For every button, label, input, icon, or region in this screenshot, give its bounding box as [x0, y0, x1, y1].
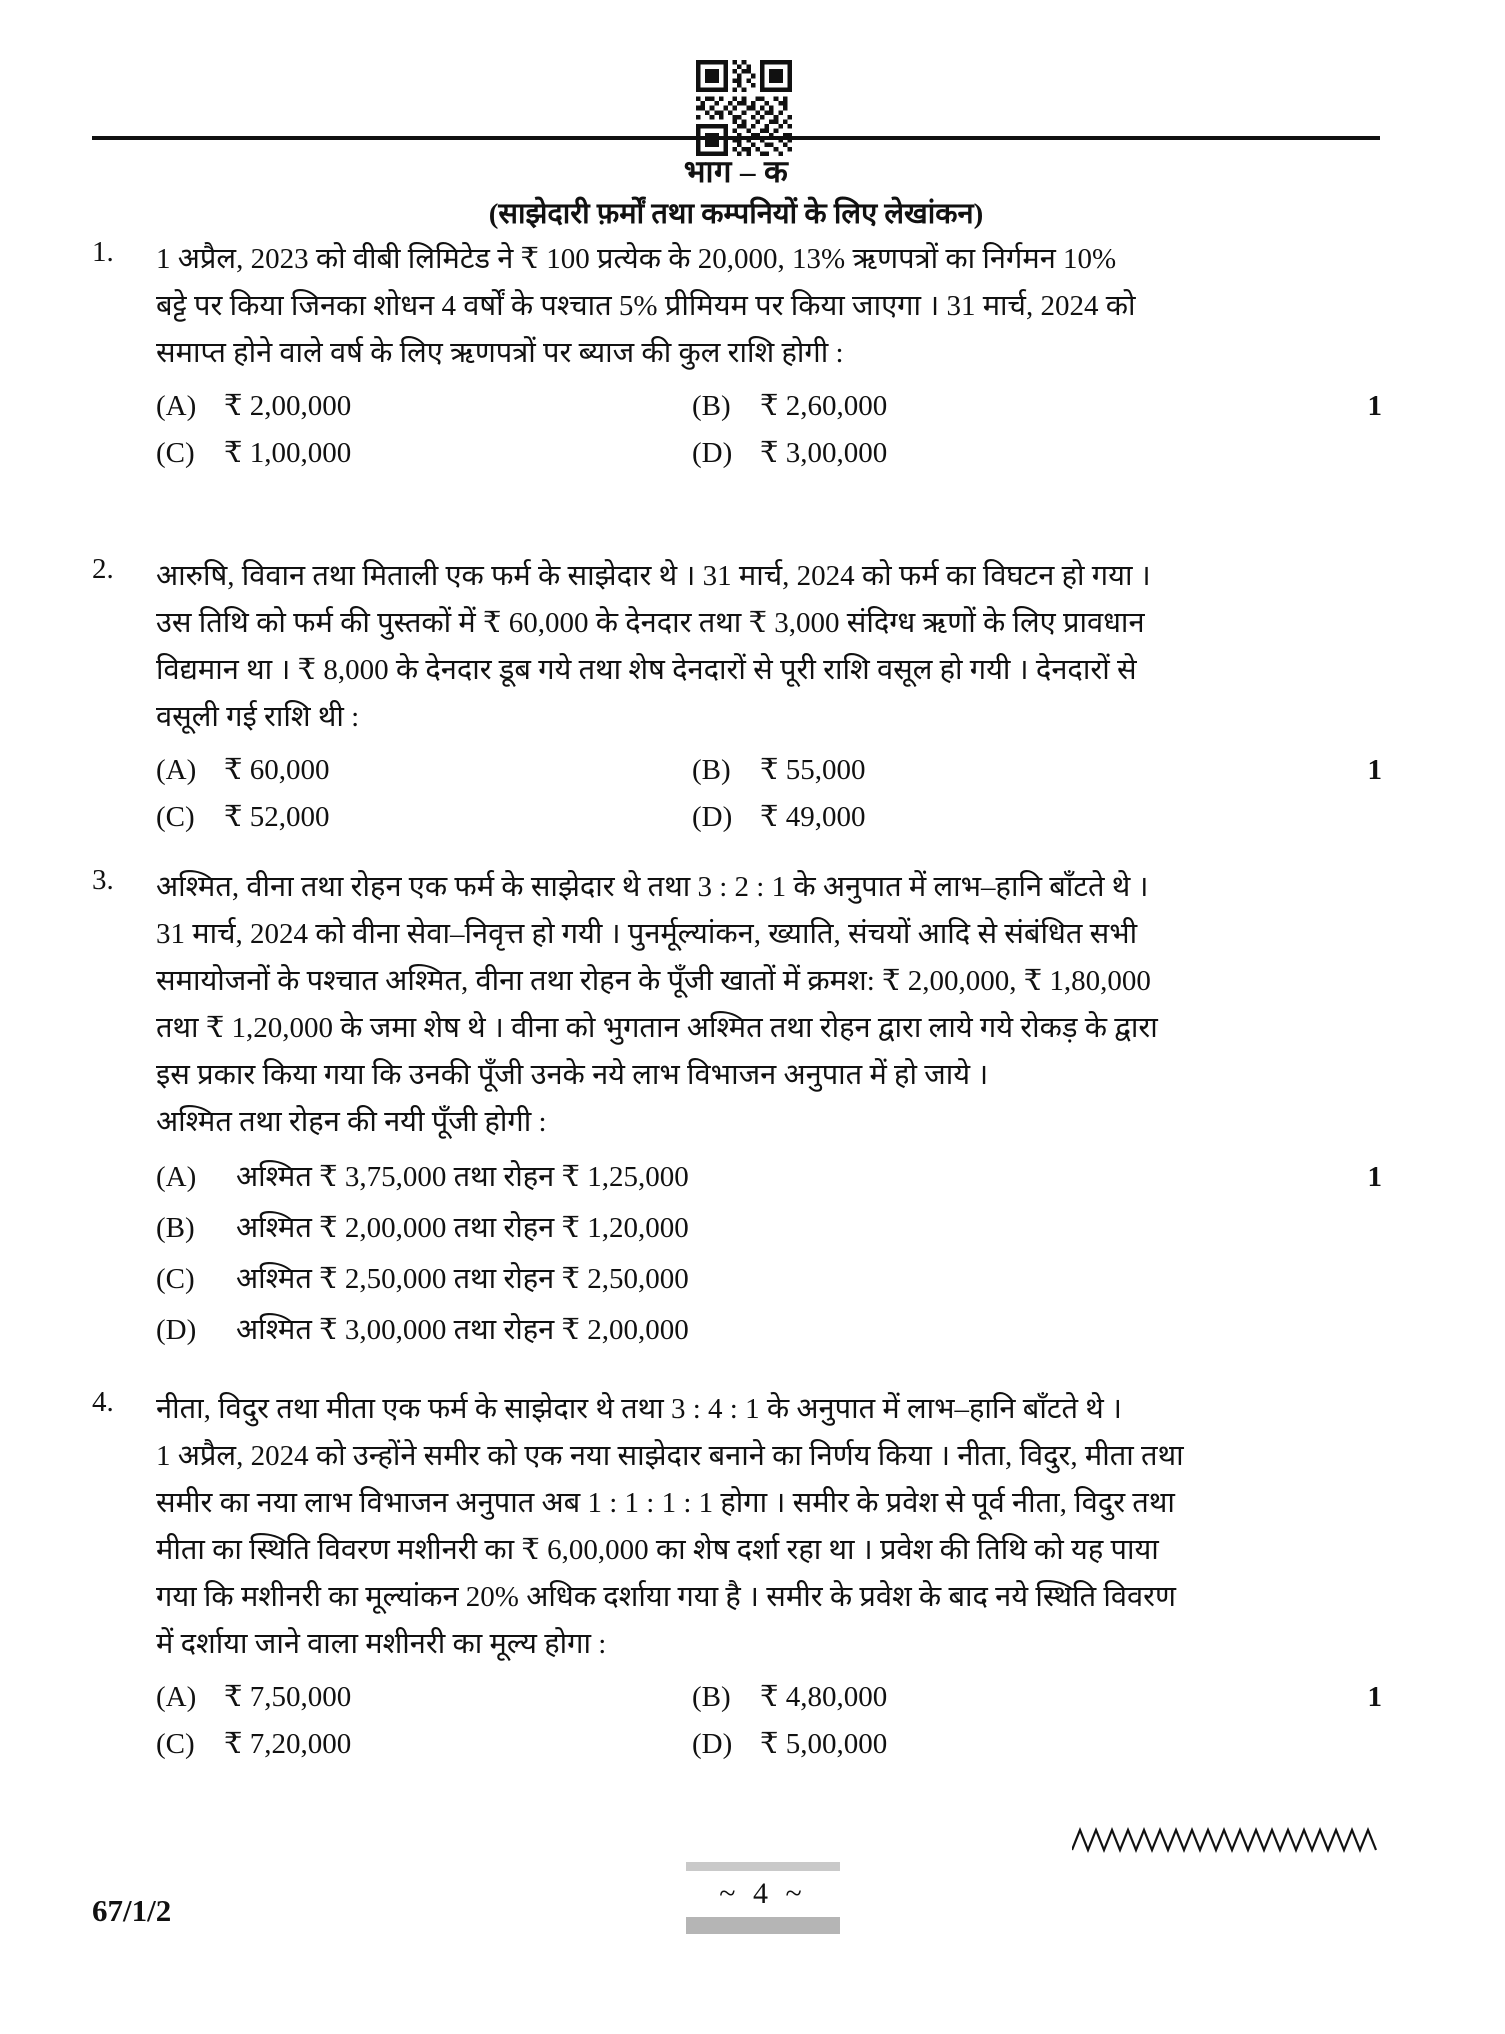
option-b-text: अश्मित ₹ 2,00,000 तथा रोहन ₹ 1,20,000 [236, 1212, 689, 1244]
question-1-line: 1 अप्रैल, 2023 को वीबी लिमिटेड ने ₹ 100 प्रत्येक के 20,000, 13% ऋणपत्रों का निर्गमन 10% [156, 243, 1117, 275]
question-3-number: 3. [92, 864, 114, 896]
option-b-text: ₹ 2,60,000 [760, 390, 888, 422]
question-3-marks: 1 [1367, 1161, 1382, 1193]
option-a-text: ₹ 60,000 [224, 754, 330, 786]
question-4-line: मीता का स्थिति विवरण मशीनरी का ₹ 6,00,000 का शेष दर्शा रहा था । प्रवेश की तिथि को यह पाया [156, 1534, 1159, 1566]
option-c[interactable] [156, 1721, 692, 1768]
option-c[interactable] [156, 1254, 1382, 1305]
option-b[interactable] [692, 383, 887, 430]
question-4-marks: 1 [1367, 1681, 1382, 1713]
option-a-text: अश्मित ₹ 3,75,000 तथा रोहन ₹ 1,25,000 [236, 1161, 689, 1193]
part-heading: भाग – क [683, 154, 789, 189]
option-b[interactable] [692, 747, 865, 794]
option-c[interactable] [156, 430, 692, 477]
option-b[interactable] [156, 1203, 1382, 1254]
option-c[interactable] [156, 794, 692, 841]
question-4-line: समीर का नया लाभ विभाजन अनुपात अब 1 : 1 : 1 : 1 होगा । समीर के प्रवेश से पूर्व नीता, विदुर तथा [156, 1487, 1175, 1519]
question-3-line: 31 मार्च, 2024 को वीना सेवा–निवृत्त हो गयी । पुनर्मूल्यांकन, ख्याति, संचयों आदि से संबंधित सभी [156, 918, 1138, 950]
question-3 [92, 864, 1382, 1356]
question-3-options [156, 1152, 1382, 1356]
option-a[interactable] [156, 1152, 1382, 1203]
page-number-bottom-bar [686, 1917, 840, 1934]
question-2-number: 2. [92, 553, 114, 585]
option-b-label: (B) [692, 390, 731, 422]
option-a[interactable] [156, 747, 692, 794]
question-1 [92, 236, 1382, 477]
question-1-marks: 1 [1367, 390, 1382, 422]
option-a[interactable] [156, 1674, 692, 1721]
question-3-line: अश्मित, वीना तथा रोहन एक फर्म के साझेदार थे तथा 3 : 2 : 1 के अनुपात में लाभ–हानि बाँटते थे । [156, 871, 1149, 903]
option-d-label: (D) [692, 1728, 733, 1760]
option-b-label: (B) [692, 1681, 731, 1713]
option-a-label: (A) [156, 390, 197, 422]
question-4-line: 1 अप्रैल, 2024 को उन्होंने समीर को एक नया साझेदार बनाने का निर्णय किया । नीता, विदुर, मीता तथा [156, 1440, 1184, 1472]
question-1-line: बट्टे पर किया जिनका शोधन 4 वर्षों के पश्चात 5% प्रीमियम पर किया जाएगा । 31 मार्च, 2024 को [156, 290, 1136, 322]
page-number-top-bar [686, 1862, 840, 1871]
question-2-line: उस तिथि को फर्म की पुस्तकों में ₹ 60,000 के देनदार तथा ₹ 3,000 संदिग्ध ऋणों के लिए प्रावधान [156, 607, 1145, 639]
question-2-line: आरुषि, विवान तथा मिताली एक फर्म के साझेदार थे । 31 मार्च, 2024 को फर्म का विघटन हो गया । [156, 560, 1151, 592]
option-d-text: ₹ 49,000 [760, 801, 866, 833]
option-d-text: अश्मित ₹ 3,00,000 तथा रोहन ₹ 2,00,000 [236, 1314, 689, 1346]
option-a-label: (A) [156, 1161, 197, 1193]
option-a[interactable] [156, 383, 692, 430]
page-number: ~ 4 ~ [719, 1877, 807, 1910]
option-c-label: (C) [156, 437, 195, 469]
option-c-text: ₹ 1,00,000 [224, 437, 352, 469]
question-1-line: समाप्त होने वाले वर्ष के लिए ऋणपत्रों पर ब्याज की कुल राशि होगी : [156, 337, 844, 369]
option-d-label: (D) [156, 1314, 197, 1346]
question-2-options [156, 747, 1382, 841]
option-d-label: (D) [692, 437, 733, 469]
question-3-line: इस प्रकार किया गया कि उनकी पूँजी उनके नये लाभ विभाजन अनुपात में हो जाये । [156, 1059, 989, 1091]
option-b-text: ₹ 55,000 [760, 754, 866, 786]
option-d[interactable] [692, 794, 865, 841]
option-d-label: (D) [692, 801, 733, 833]
question-4 [92, 1386, 1382, 1768]
question-4-line: गया कि मशीनरी का मूल्यांकन 20% अधिक दर्शाया गया है । समीर के प्रवेश के बाद नये स्थिति विवरण [156, 1581, 1176, 1613]
question-3-line: तथा ₹ 1,20,000 के जमा शेष थे । वीना को भुगतान अश्मित तथा रोहन द्वारा लाये गये रोकड़ के द्वारा [156, 1012, 1158, 1044]
question-1-number: 1. [92, 236, 114, 268]
option-c-text: ₹ 7,20,000 [224, 1728, 352, 1760]
question-2-line: वसूली गई राशि थी : [156, 701, 360, 733]
option-d[interactable] [692, 1721, 887, 1768]
squiggle-decoration-icon [1072, 1824, 1382, 1858]
option-a-label: (A) [156, 1681, 197, 1713]
part-subtitle: (साझेदारी फ़र्मों तथा कम्पनियों के लिए लेखांकन) [488, 198, 984, 230]
option-a-label: (A) [156, 754, 197, 786]
question-4-body [156, 1386, 1382, 1768]
question-3-line: अश्मित तथा रोहन की नयी पूँजी होगी : [156, 1106, 547, 1138]
question-2-body [156, 553, 1382, 841]
option-b-text: ₹ 4,80,000 [760, 1681, 888, 1713]
question-1-body [156, 236, 1382, 477]
option-d-text: ₹ 3,00,000 [760, 437, 888, 469]
option-c-text: ₹ 52,000 [224, 801, 330, 833]
paper-code: 67/1/2 [92, 1893, 172, 1928]
option-c-label: (C) [156, 801, 195, 833]
question-4-options [156, 1674, 1382, 1768]
option-b-label: (B) [692, 754, 731, 786]
option-d[interactable] [692, 430, 887, 477]
question-1-options [156, 383, 1382, 477]
qr-code-icon [696, 60, 792, 156]
option-a-text: ₹ 2,00,000 [224, 390, 352, 422]
question-3-line: समायोजनों के पश्चात अश्मित, वीना तथा रोहन के पूँजी खातों में क्रमश: ₹ 2,00,000, ₹ 1,80,000 [156, 965, 1151, 997]
option-d-text: ₹ 5,00,000 [760, 1728, 888, 1760]
question-4-line: नीता, विदुर तथा मीता एक फर्म के साझेदार थे तथा 3 : 4 : 1 के अनुपात में लाभ–हानि बाँटते थे । [156, 1393, 1123, 1425]
option-c-label: (C) [156, 1263, 195, 1295]
option-c-text: अश्मित ₹ 2,50,000 तथा रोहन ₹ 2,50,000 [236, 1263, 689, 1295]
header-divider [92, 136, 1380, 140]
question-3-body [156, 864, 1382, 1356]
question-2-line: विद्यमान था । ₹ 8,000 के देनदार डूब गये तथा शेष देनदारों से पूरी राशि वसूल हो गयी । देनदारों से [156, 654, 1137, 686]
question-2 [92, 553, 1382, 841]
question-4-number: 4. [92, 1386, 114, 1418]
option-c-label: (C) [156, 1728, 195, 1760]
option-b-label: (B) [156, 1212, 195, 1244]
option-a-text: ₹ 7,50,000 [224, 1681, 352, 1713]
page-number-box [686, 1862, 840, 1934]
question-2-marks: 1 [1367, 754, 1382, 786]
option-b[interactable] [692, 1674, 887, 1721]
question-4-line: में दर्शाया जाने वाला मशीनरी का मूल्य होगा : [156, 1628, 607, 1660]
